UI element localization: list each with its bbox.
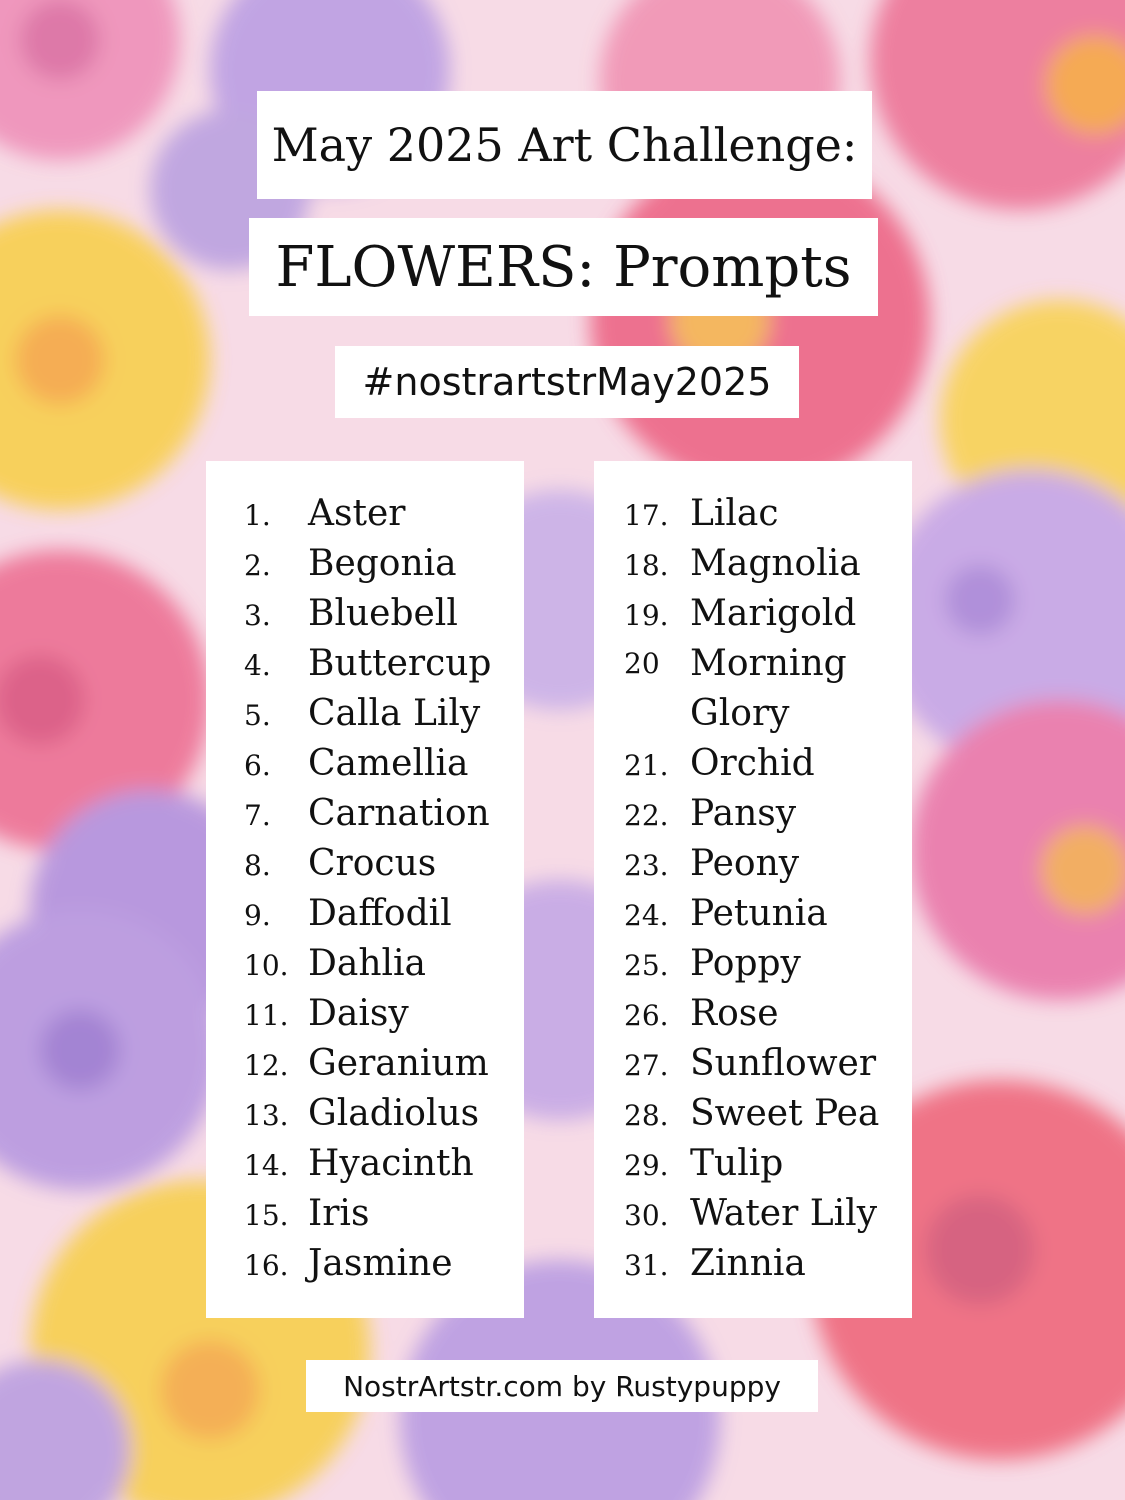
prompt-number: 18. <box>624 549 669 582</box>
prompt-number: 31. <box>624 1249 669 1282</box>
prompt-item <box>594 839 912 889</box>
credit-text: NostrArtstr.com by Rustypuppy <box>343 1369 781 1403</box>
prompt-number: 5. <box>244 699 271 732</box>
prompt-name: Zinnia <box>690 1243 806 1284</box>
prompt-name: Begonia <box>308 543 457 584</box>
prompt-number: 28. <box>624 1099 669 1132</box>
prompt-list-left <box>206 461 524 1318</box>
credit-banner <box>306 1360 818 1412</box>
prompt-item <box>206 1039 524 1089</box>
hashtag-text: #nostrartstrMay2025 <box>362 360 772 404</box>
prompt-number: 26. <box>624 999 669 1032</box>
hashtag-banner <box>335 346 799 418</box>
prompt-name: Sweet Pea <box>690 1093 880 1134</box>
prompt-name: Pansy <box>690 793 797 834</box>
challenge-subtitle <box>249 218 878 316</box>
prompt-item <box>594 739 912 789</box>
prompt-name: Bluebell <box>308 593 458 634</box>
prompt-item <box>594 639 912 739</box>
prompt-list-left-items <box>206 489 524 1289</box>
prompt-item <box>206 1189 524 1239</box>
prompt-name: Magnolia <box>690 543 861 584</box>
prompt-number: 16. <box>244 1249 289 1282</box>
prompt-name: Water Lily <box>690 1193 878 1234</box>
prompt-name: Dahlia <box>308 943 427 984</box>
prompt-item <box>594 1139 912 1189</box>
prompt-name: Gladiolus <box>308 1093 480 1134</box>
prompt-name: Buttercup <box>308 643 492 684</box>
prompt-name: Iris <box>308 1193 370 1234</box>
prompt-item <box>206 889 524 939</box>
prompt-name: Jasmine <box>308 1243 453 1284</box>
prompt-number: 12. <box>244 1049 289 1082</box>
prompt-item <box>206 639 524 689</box>
prompt-name: Lilac <box>690 493 779 534</box>
prompt-number: 25. <box>624 949 669 982</box>
prompt-item <box>206 839 524 889</box>
prompt-name: Morning Glory <box>690 643 847 734</box>
prompt-item <box>206 1139 524 1189</box>
prompt-number: 6. <box>244 749 271 782</box>
prompt-item <box>594 1039 912 1089</box>
prompt-item <box>206 539 524 589</box>
challenge-title-text: May 2025 Art Challenge: <box>271 118 858 172</box>
prompt-name: Aster <box>308 493 406 534</box>
prompt-item <box>206 989 524 1039</box>
prompt-number: 9. <box>244 899 271 932</box>
prompt-name: Hyacinth <box>308 1143 474 1184</box>
prompt-number: 15. <box>244 1199 289 1232</box>
prompt-item <box>594 1239 912 1289</box>
prompt-item <box>206 1089 524 1139</box>
prompt-item <box>594 589 912 639</box>
prompt-number: 19. <box>624 599 669 632</box>
prompt-number: 13. <box>244 1099 289 1132</box>
prompt-number: 8. <box>244 849 271 882</box>
prompt-item <box>594 489 912 539</box>
prompt-number: 27. <box>624 1049 669 1082</box>
challenge-subtitle-text: FLOWERS: Prompts <box>275 234 852 300</box>
prompt-number: 24. <box>624 899 669 932</box>
prompt-number: 21. <box>624 749 669 782</box>
prompt-name: Daisy <box>308 993 409 1034</box>
prompt-name: Orchid <box>690 743 815 784</box>
prompt-number: 23. <box>624 849 669 882</box>
prompt-number: 22. <box>624 799 669 832</box>
prompt-item <box>206 489 524 539</box>
prompt-item <box>594 1089 912 1139</box>
prompt-item <box>206 689 524 739</box>
prompt-name: Rose <box>690 993 779 1034</box>
prompt-name: Camellia <box>308 743 469 784</box>
prompt-number: 17. <box>624 499 669 532</box>
prompt-list-right <box>594 461 912 1318</box>
prompt-item <box>594 989 912 1039</box>
prompt-number: 10. <box>244 949 289 982</box>
prompt-number: 1. <box>244 499 271 532</box>
prompt-item <box>594 939 912 989</box>
prompt-name: Crocus <box>308 843 437 884</box>
prompt-number: 14. <box>244 1149 289 1182</box>
challenge-title <box>257 91 872 199</box>
prompt-item <box>206 739 524 789</box>
prompt-number: 3. <box>244 599 271 632</box>
prompt-item <box>206 589 524 639</box>
prompt-name: Poppy <box>690 943 801 984</box>
prompt-item <box>594 889 912 939</box>
prompt-name: Marigold <box>690 593 857 634</box>
prompt-name: Calla Lily <box>308 693 481 734</box>
prompt-list-right-items <box>594 489 912 1289</box>
prompt-name: Petunia <box>690 893 828 934</box>
prompt-item <box>594 1189 912 1239</box>
prompt-number: 29. <box>624 1149 669 1182</box>
prompt-number: 7. <box>244 799 271 832</box>
prompt-item <box>594 789 912 839</box>
prompt-number: 4. <box>244 649 271 682</box>
prompt-name: Geranium <box>308 1043 489 1084</box>
prompt-name: Tulip <box>690 1143 784 1184</box>
prompt-number: 30. <box>624 1199 669 1232</box>
prompt-name: Peony <box>690 843 800 884</box>
prompt-number: 20 <box>624 647 660 680</box>
prompt-name: Daffodil <box>308 893 452 934</box>
prompt-item <box>206 939 524 989</box>
prompt-number: 11. <box>244 999 289 1032</box>
prompt-item <box>206 789 524 839</box>
prompt-name: Sunflower <box>690 1043 877 1084</box>
prompt-item <box>594 539 912 589</box>
prompt-item <box>206 1239 524 1289</box>
prompt-number: 2. <box>244 549 271 582</box>
prompt-name: Carnation <box>308 793 490 834</box>
